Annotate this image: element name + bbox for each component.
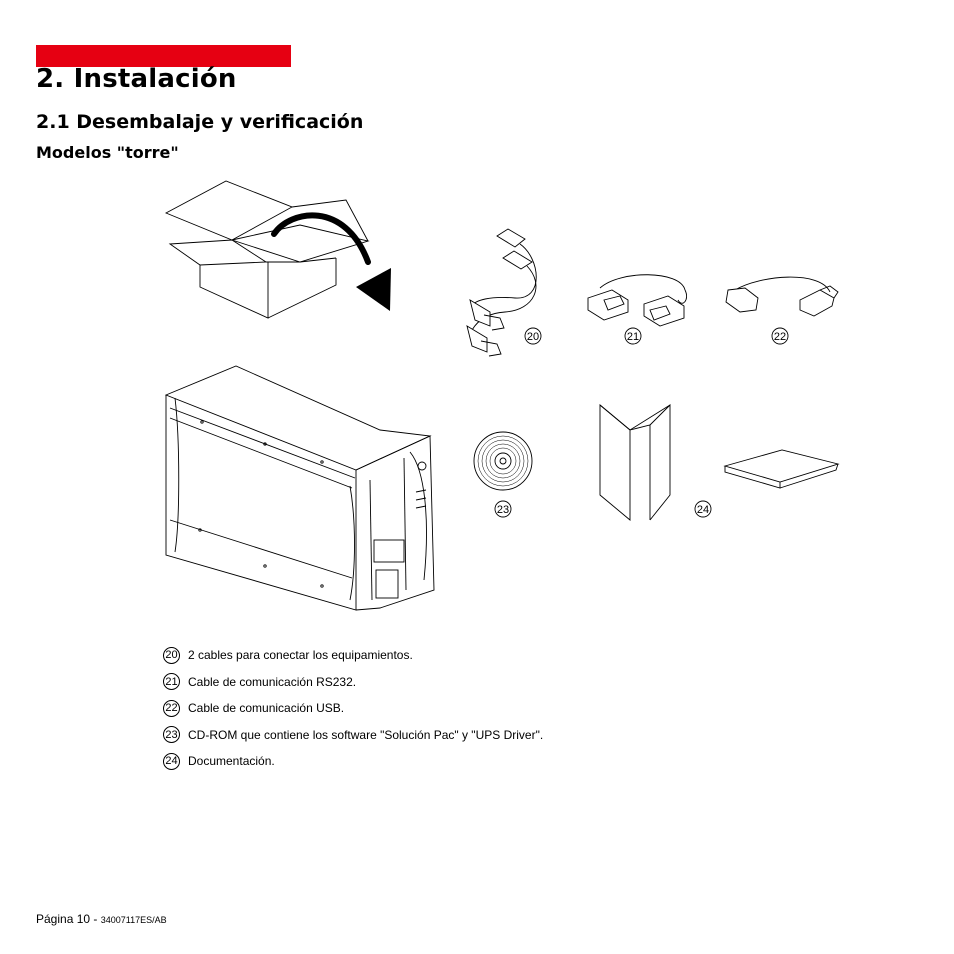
- legend-text: 2 cables para conectar los equipamientos.: [188, 648, 413, 663]
- usb-cable-icon: [726, 277, 838, 316]
- subsection-title: Modelos "torre": [36, 143, 179, 162]
- rs232-cable-icon: [588, 275, 687, 326]
- section-title: 2.1 Desembalaje y verificación: [36, 111, 364, 133]
- legend-text: CD-ROM que contiene los software "Solución Pac" y "UPS Driver".: [188, 727, 544, 742]
- legend-text: Cable de comunicación RS232.: [188, 674, 357, 689]
- curved-arrow-icon: [274, 215, 391, 311]
- legend-item: [163, 722, 543, 749]
- ups-tower-icon: [166, 366, 434, 610]
- legend-number: 21: [163, 673, 180, 690]
- open-box-icon: [166, 181, 368, 318]
- callout-23: 23: [496, 504, 510, 516]
- callout-22: 22: [773, 331, 787, 343]
- page-footer: [36, 912, 167, 926]
- manual-book-icon: [725, 450, 838, 488]
- callout-24: 24: [696, 504, 710, 516]
- legend-item: [163, 669, 543, 696]
- legend-item: [163, 642, 543, 669]
- power-cables-icon: [467, 229, 536, 356]
- page-title: 2. Instalación: [36, 64, 237, 94]
- callout-20: 20: [526, 331, 540, 343]
- legend-item: [163, 695, 543, 722]
- legend-number: 24: [163, 753, 180, 770]
- legend-number: 23: [163, 726, 180, 743]
- legend-text: Cable de comunicación USB.: [188, 701, 345, 716]
- legend-item: [163, 748, 543, 775]
- page-number: Página 10 -: [36, 912, 101, 926]
- item-legend: [163, 642, 543, 775]
- callout-21: 21: [626, 331, 640, 343]
- legend-text: Documentación.: [188, 754, 275, 769]
- legend-number: 20: [163, 647, 180, 664]
- document-code: 34007117ES/AB: [100, 915, 167, 925]
- legend-number: 22: [163, 700, 180, 717]
- cd-rom-icon: [474, 432, 532, 490]
- documentation-folder-icon: [600, 405, 670, 520]
